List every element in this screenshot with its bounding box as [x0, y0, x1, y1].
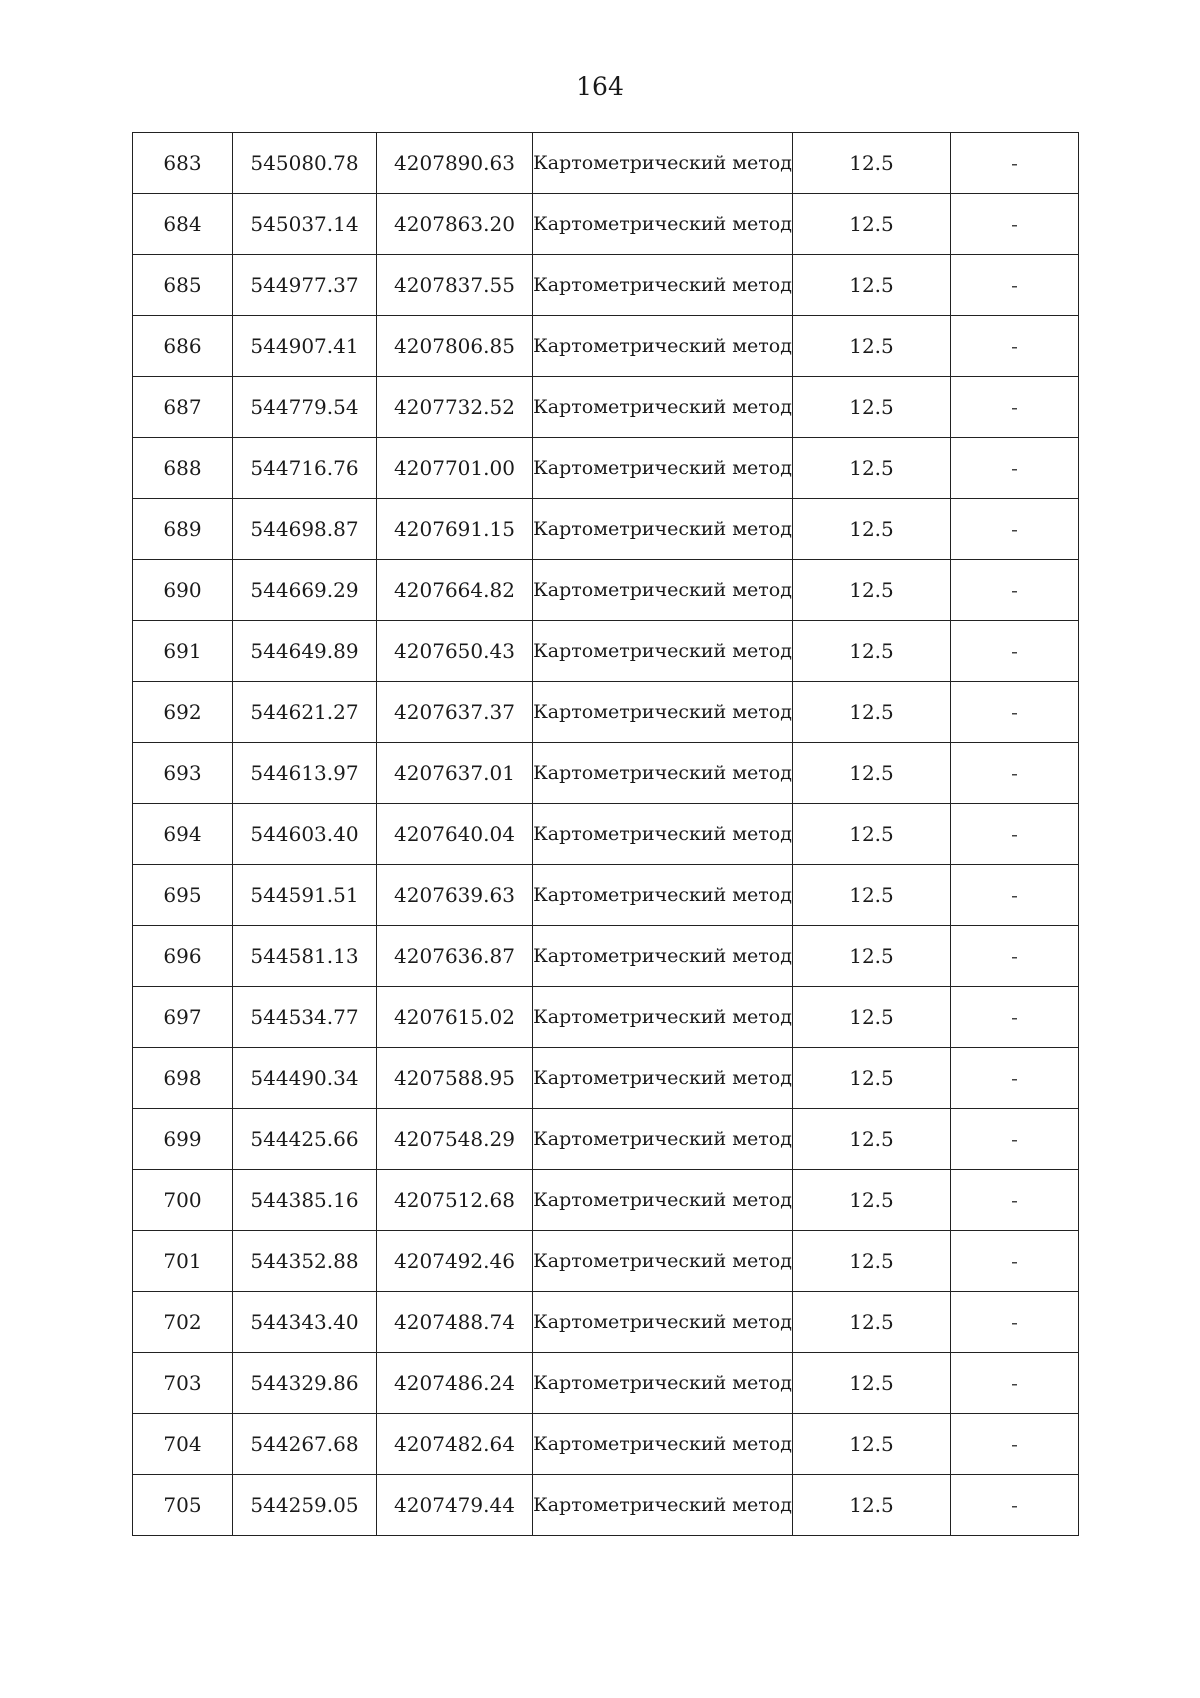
- accuracy-cell: 12.5: [793, 133, 951, 194]
- table-row: [133, 1292, 1079, 1353]
- accuracy-cell: 12.5: [793, 1109, 951, 1170]
- y-coordinate-cell: 4207732.52: [377, 377, 533, 438]
- accuracy-cell: 12.5: [793, 926, 951, 987]
- point-number-cell: 700: [133, 1170, 233, 1231]
- accuracy-cell: 12.5: [793, 560, 951, 621]
- table-row: [133, 377, 1079, 438]
- note-cell: -: [951, 1353, 1079, 1414]
- x-coordinate-cell: 544716.76: [233, 438, 377, 499]
- x-coordinate-cell: 544352.88: [233, 1231, 377, 1292]
- table-row: [133, 133, 1079, 194]
- method-cell: Картометрический метод: [533, 1353, 793, 1414]
- method-cell: Картометрический метод: [533, 804, 793, 865]
- point-number-cell: 693: [133, 743, 233, 804]
- y-coordinate-cell: 4207701.00: [377, 438, 533, 499]
- y-coordinate-cell: 4207588.95: [377, 1048, 533, 1109]
- table-row: [133, 1109, 1079, 1170]
- x-coordinate-cell: 544591.51: [233, 865, 377, 926]
- y-coordinate-cell: 4207664.82: [377, 560, 533, 621]
- method-cell: Картометрический метод: [533, 255, 793, 316]
- table-row: [133, 926, 1079, 987]
- method-cell: Картометрический метод: [533, 560, 793, 621]
- accuracy-cell: 12.5: [793, 1414, 951, 1475]
- table-row: [133, 194, 1079, 255]
- accuracy-cell: 12.5: [793, 621, 951, 682]
- table-row: [133, 1231, 1079, 1292]
- page-number: 164: [576, 72, 624, 101]
- note-cell: -: [951, 1292, 1079, 1353]
- y-coordinate-cell: 4207639.63: [377, 865, 533, 926]
- accuracy-cell: 12.5: [793, 438, 951, 499]
- note-cell: -: [951, 987, 1079, 1048]
- note-cell: -: [951, 1048, 1079, 1109]
- x-coordinate-cell: 544977.37: [233, 255, 377, 316]
- x-coordinate-cell: 544343.40: [233, 1292, 377, 1353]
- y-coordinate-cell: 4207637.01: [377, 743, 533, 804]
- method-cell: Картометрический метод: [533, 1170, 793, 1231]
- table-row: [133, 987, 1079, 1048]
- accuracy-cell: 12.5: [793, 1353, 951, 1414]
- y-coordinate-cell: 4207863.20: [377, 194, 533, 255]
- x-coordinate-cell: 545037.14: [233, 194, 377, 255]
- point-number-cell: 686: [133, 316, 233, 377]
- table-row: [133, 804, 1079, 865]
- x-coordinate-cell: 544698.87: [233, 499, 377, 560]
- method-cell: Картометрический метод: [533, 621, 793, 682]
- x-coordinate-cell: 544907.41: [233, 316, 377, 377]
- y-coordinate-cell: 4207637.37: [377, 682, 533, 743]
- point-number-cell: 684: [133, 194, 233, 255]
- point-number-cell: 705: [133, 1475, 233, 1536]
- note-cell: -: [951, 255, 1079, 316]
- note-cell: -: [951, 316, 1079, 377]
- accuracy-cell: 12.5: [793, 987, 951, 1048]
- point-number-cell: 683: [133, 133, 233, 194]
- point-number-cell: 703: [133, 1353, 233, 1414]
- accuracy-cell: 12.5: [793, 1231, 951, 1292]
- table-row: [133, 499, 1079, 560]
- table-row: [133, 1170, 1079, 1231]
- y-coordinate-cell: 4207482.64: [377, 1414, 533, 1475]
- accuracy-cell: 12.5: [793, 316, 951, 377]
- accuracy-cell: 12.5: [793, 194, 951, 255]
- accuracy-cell: 12.5: [793, 1475, 951, 1536]
- note-cell: -: [951, 1109, 1079, 1170]
- y-coordinate-cell: 4207479.44: [377, 1475, 533, 1536]
- table-row: [133, 1353, 1079, 1414]
- point-number-cell: 697: [133, 987, 233, 1048]
- y-coordinate-cell: 4207548.29: [377, 1109, 533, 1170]
- table-row: [133, 1048, 1079, 1109]
- y-coordinate-cell: 4207636.87: [377, 926, 533, 987]
- table-row: [133, 316, 1079, 377]
- note-cell: -: [951, 743, 1079, 804]
- point-number-cell: 701: [133, 1231, 233, 1292]
- x-coordinate-cell: 544425.66: [233, 1109, 377, 1170]
- x-coordinate-cell: 544621.27: [233, 682, 377, 743]
- accuracy-cell: 12.5: [793, 1170, 951, 1231]
- note-cell: -: [951, 1414, 1079, 1475]
- note-cell: -: [951, 1170, 1079, 1231]
- point-number-cell: 702: [133, 1292, 233, 1353]
- note-cell: -: [951, 377, 1079, 438]
- note-cell: -: [951, 865, 1079, 926]
- x-coordinate-cell: 544581.13: [233, 926, 377, 987]
- method-cell: Картометрический метод: [533, 438, 793, 499]
- table-row: [133, 743, 1079, 804]
- y-coordinate-cell: 4207512.68: [377, 1170, 533, 1231]
- note-cell: -: [951, 499, 1079, 560]
- point-number-cell: 694: [133, 804, 233, 865]
- note-cell: -: [951, 194, 1079, 255]
- method-cell: Картометрический метод: [533, 377, 793, 438]
- table-row: [133, 255, 1079, 316]
- table-row: [133, 560, 1079, 621]
- table-row: [133, 682, 1079, 743]
- accuracy-cell: 12.5: [793, 377, 951, 438]
- point-number-cell: 692: [133, 682, 233, 743]
- x-coordinate-cell: 544603.40: [233, 804, 377, 865]
- point-number-cell: 685: [133, 255, 233, 316]
- table-row: [133, 865, 1079, 926]
- y-coordinate-cell: 4207890.63: [377, 133, 533, 194]
- x-coordinate-cell: 545080.78: [233, 133, 377, 194]
- point-number-cell: 691: [133, 621, 233, 682]
- method-cell: Картометрический метод: [533, 316, 793, 377]
- table-row: [133, 621, 1079, 682]
- coordinates-table: [132, 132, 1079, 1536]
- table-row: [133, 1475, 1079, 1536]
- method-cell: Картометрический метод: [533, 1048, 793, 1109]
- x-coordinate-cell: 544649.89: [233, 621, 377, 682]
- point-number-cell: 688: [133, 438, 233, 499]
- accuracy-cell: 12.5: [793, 743, 951, 804]
- point-number-cell: 699: [133, 1109, 233, 1170]
- note-cell: -: [951, 682, 1079, 743]
- note-cell: -: [951, 621, 1079, 682]
- y-coordinate-cell: 4207615.02: [377, 987, 533, 1048]
- y-coordinate-cell: 4207486.24: [377, 1353, 533, 1414]
- note-cell: -: [951, 438, 1079, 499]
- note-cell: -: [951, 1475, 1079, 1536]
- x-coordinate-cell: 544669.29: [233, 560, 377, 621]
- x-coordinate-cell: 544259.05: [233, 1475, 377, 1536]
- y-coordinate-cell: 4207691.15: [377, 499, 533, 560]
- point-number-cell: 704: [133, 1414, 233, 1475]
- accuracy-cell: 12.5: [793, 255, 951, 316]
- method-cell: Картометрический метод: [533, 1109, 793, 1170]
- table-row: [133, 1414, 1079, 1475]
- note-cell: -: [951, 1231, 1079, 1292]
- note-cell: -: [951, 560, 1079, 621]
- method-cell: Картометрический метод: [533, 926, 793, 987]
- method-cell: Картометрический метод: [533, 1231, 793, 1292]
- method-cell: Картометрический метод: [533, 865, 793, 926]
- x-coordinate-cell: 544613.97: [233, 743, 377, 804]
- x-coordinate-cell: 544385.16: [233, 1170, 377, 1231]
- x-coordinate-cell: 544329.86: [233, 1353, 377, 1414]
- point-number-cell: 687: [133, 377, 233, 438]
- point-number-cell: 689: [133, 499, 233, 560]
- method-cell: Картометрический метод: [533, 1475, 793, 1536]
- point-number-cell: 695: [133, 865, 233, 926]
- accuracy-cell: 12.5: [793, 865, 951, 926]
- method-cell: Картометрический метод: [533, 743, 793, 804]
- x-coordinate-cell: 544267.68: [233, 1414, 377, 1475]
- method-cell: Картометрический метод: [533, 1292, 793, 1353]
- note-cell: -: [951, 133, 1079, 194]
- y-coordinate-cell: 4207650.43: [377, 621, 533, 682]
- accuracy-cell: 12.5: [793, 499, 951, 560]
- x-coordinate-cell: 544490.34: [233, 1048, 377, 1109]
- point-number-cell: 696: [133, 926, 233, 987]
- note-cell: -: [951, 926, 1079, 987]
- point-number-cell: 690: [133, 560, 233, 621]
- coordinates-table-body: [133, 133, 1079, 1536]
- accuracy-cell: 12.5: [793, 804, 951, 865]
- method-cell: Картометрический метод: [533, 499, 793, 560]
- accuracy-cell: 12.5: [793, 1292, 951, 1353]
- y-coordinate-cell: 4207837.55: [377, 255, 533, 316]
- x-coordinate-cell: 544534.77: [233, 987, 377, 1048]
- point-number-cell: 698: [133, 1048, 233, 1109]
- note-cell: -: [951, 804, 1079, 865]
- y-coordinate-cell: 4207488.74: [377, 1292, 533, 1353]
- accuracy-cell: 12.5: [793, 682, 951, 743]
- accuracy-cell: 12.5: [793, 1048, 951, 1109]
- method-cell: Картометрический метод: [533, 682, 793, 743]
- method-cell: Картометрический метод: [533, 987, 793, 1048]
- table-row: [133, 438, 1079, 499]
- x-coordinate-cell: 544779.54: [233, 377, 377, 438]
- method-cell: Картометрический метод: [533, 194, 793, 255]
- y-coordinate-cell: 4207640.04: [377, 804, 533, 865]
- method-cell: Картометрический метод: [533, 133, 793, 194]
- y-coordinate-cell: 4207806.85: [377, 316, 533, 377]
- y-coordinate-cell: 4207492.46: [377, 1231, 533, 1292]
- method-cell: Картометрический метод: [533, 1414, 793, 1475]
